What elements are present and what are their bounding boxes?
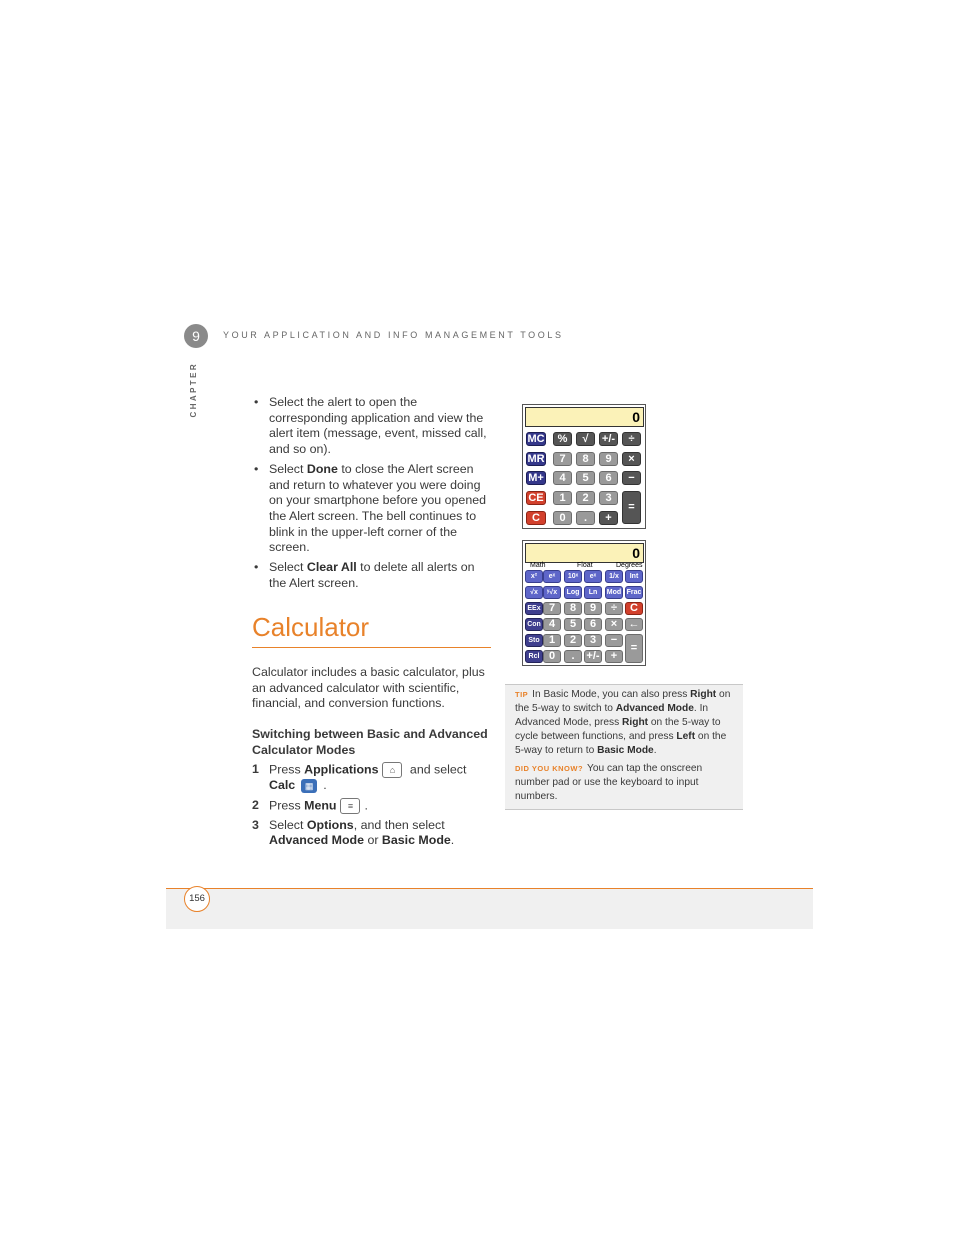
calc-key[interactable]: 5 [564,618,582,631]
step-item: 3 Select Options, and then select Advanced Mode or Basic Mode. [252,817,455,848]
calc-key[interactable]: − [605,634,623,647]
heading-divider [252,647,491,648]
calc-key[interactable]: = [622,491,641,524]
calc-key[interactable]: . [564,650,582,663]
calc-key[interactable]: × [622,452,641,466]
advanced-mode-tab: Float [577,562,593,569]
bullet-item: • Select Clear All to delete all alerts on the Alert screen. [253,560,493,591]
calc-key[interactable]: Log [564,586,582,599]
calc-key[interactable]: 1 [543,634,561,647]
calc-key[interactable]: − [622,471,641,485]
calc-key[interactable]: 3 [584,634,602,647]
calc-key[interactable]: ÷ [605,602,623,615]
calc-key[interactable]: ÷ [622,432,641,446]
footer-divider [166,888,813,889]
calc-key[interactable]: 0 [543,650,561,663]
calc-key[interactable]: +/- [584,650,602,663]
calc-key[interactable]: Mod [605,586,623,599]
calc-key[interactable]: 8 [564,602,582,615]
calc-key[interactable]: eˣ [543,570,561,583]
calc-key[interactable]: 6 [599,471,618,485]
basic-calculator-screenshot [522,404,646,529]
calc-key[interactable]: 7 [553,452,572,466]
calc-key[interactable]: × [605,618,623,631]
bullet-item: • Select the alert to open the corresponding application and view the alert item (message, event, missed call, and so on). [253,395,493,458]
calc-key[interactable]: Int [625,570,643,583]
calc-key[interactable]: 3 [599,491,618,505]
calc-key[interactable]: Con [525,618,543,631]
calc-key[interactable]: 7 [543,602,561,615]
menu-icon: ≡ [340,798,360,814]
calc-key[interactable]: 4 [543,618,561,631]
advanced-calc-display: 0 [525,543,644,563]
calc-key[interactable]: √ [576,432,595,446]
calc-key[interactable]: 1/x [605,570,623,583]
calc-key[interactable]: Ln [584,586,602,599]
step-item: 2 Press Menu ≡ . [252,797,368,812]
alert-bullet-list [253,395,493,595]
calc-key[interactable]: % [553,432,572,446]
chapter-side-label: CHAPTER [189,362,198,418]
calc-key[interactable]: 10ˣ [564,570,582,583]
calc-key[interactable]: 9 [599,452,618,466]
calc-key[interactable]: . [576,511,595,525]
calc-key[interactable]: MC [527,433,545,445]
calc-key[interactable]: 6 [584,618,602,631]
advanced-mode-tab: Degrees [616,562,643,569]
home-icon: ⌂ [382,762,402,778]
calc-key[interactable]: = [625,634,643,663]
running-header-title: YOUR APPLICATION AND INFO MANAGEMENT TOOLS [223,330,564,340]
calc-key[interactable]: 2 [576,491,595,505]
calc-key[interactable]: x² [525,570,543,583]
calc-key[interactable]: CE [526,491,546,505]
advanced-mode-tab: Math [530,562,546,569]
calc-key[interactable]: Frac [625,586,643,599]
calc-key[interactable]: ʸ√x [543,586,561,599]
intro-paragraph: Calculator includes a basic calculator, plus an advanced calculator with scientific, financial, and conversion functions. [252,665,485,711]
calc-key[interactable]: 4 [553,471,572,485]
calc-key[interactable]: 2 [564,634,582,647]
bullet-item: • Select Done to close the Alert screen and return to whatever you were doing on your smartphone before you opened the Alert screen. The bell continues to blink in the upper-left corner of the screen. [253,462,493,556]
calc-key[interactable]: EEx [525,602,543,615]
calc-icon: ▦ [301,779,317,793]
calc-key[interactable]: + [605,650,623,663]
calc-key[interactable]: 0 [553,511,572,525]
did-you-know-text: DID YOU KNOW? You can tap the onscreen number pad or use the keyboard to input numbers. [515,763,703,802]
steps-list [252,762,492,853]
calc-key[interactable]: M+ [526,471,546,485]
calc-key[interactable]: 8 [576,452,595,466]
calc-key[interactable]: ← [625,618,643,631]
tip-text: TIP In Basic Mode, you can also press Right on the 5-way to switch to Advanced Mode. In Advanced Mode, press Right on the 5-way to cycle between functions, and press Left on the 5-way to return to Basic Mode. [515,689,731,756]
page-number: 156 [184,886,210,912]
calc-key[interactable]: 1 [553,491,572,505]
calc-key[interactable]: C [625,602,643,615]
basic-calc-display: 0 [525,407,644,427]
calc-key[interactable]: √x [525,586,543,599]
chapter-number-badge: 9 [184,324,208,348]
calc-key[interactable]: 9 [584,602,602,615]
footer-band [166,889,813,929]
calc-key[interactable]: MR [527,453,545,465]
calc-key[interactable]: + [599,511,618,525]
calc-key[interactable]: C [526,511,546,525]
advanced-calculator-screenshot [522,540,646,666]
calc-key[interactable]: +/- [599,432,618,446]
subsection-heading: Switching between Basic and Advanced Calculator Modes [252,727,488,757]
calc-key[interactable]: eˣ [584,570,602,583]
step-item: 1 Press Applications ⌂ and select Calc ▦ . [252,762,467,792]
calc-key[interactable]: Sto [525,634,543,647]
section-heading: Calculator [252,612,370,642]
calc-key[interactable]: 5 [576,471,595,485]
calc-key[interactable]: Rcl [525,650,543,663]
